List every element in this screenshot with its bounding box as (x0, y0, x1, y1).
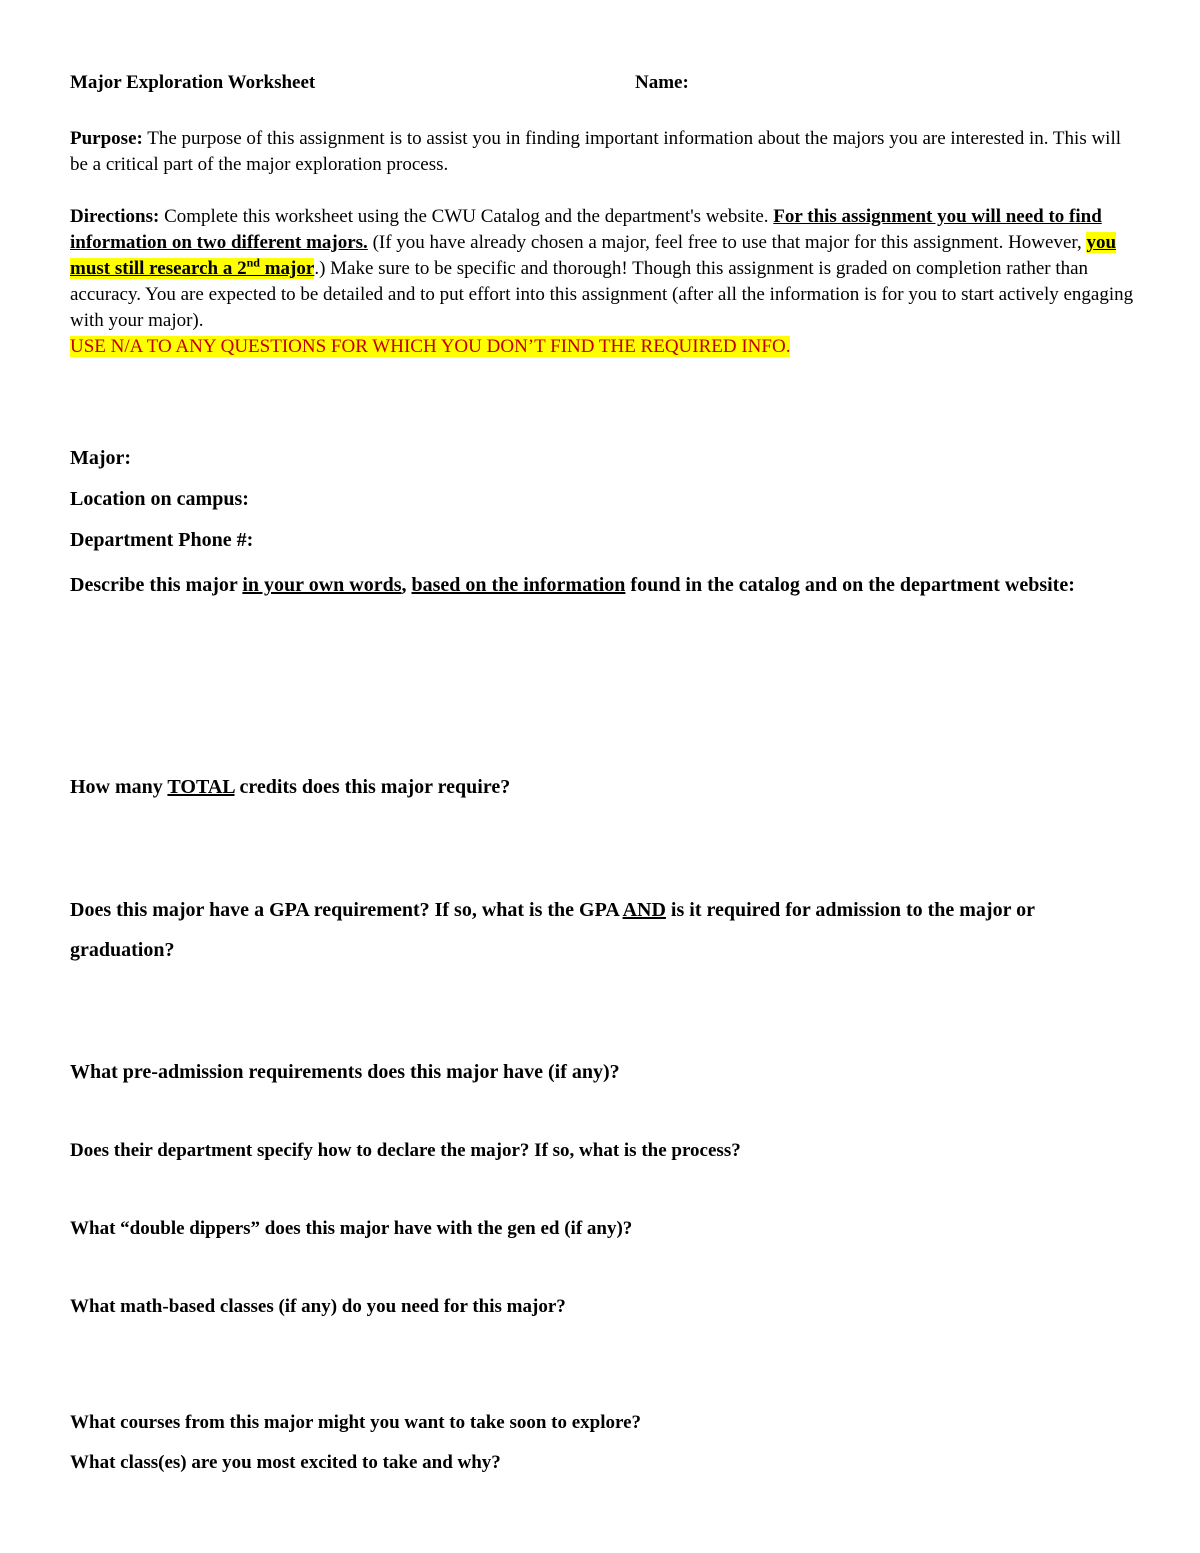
declare-question: Does their department specify how to declare the major? If so, what is the process? (70, 1140, 741, 1161)
double-dippers-question: What “double dippers” does this major have with the gen ed (if any)? (70, 1218, 633, 1239)
highlight-suffix: major (259, 258, 315, 279)
describe-part-4: based on the information (411, 574, 626, 596)
directions-text-1: Complete this worksheet using the CWU Catalog and the department's website. (159, 206, 774, 227)
credits-part-3: credits does this major require? (234, 776, 511, 798)
directions-label: Directions: (70, 206, 160, 227)
highlight-sup: nd (246, 255, 260, 270)
describe-question (70, 565, 1140, 605)
excited-question: What class(es) are you most excited to take and why? (70, 1452, 501, 1473)
na-notice: USE N/A TO ANY QUESTIONS FOR WHICH YOU DON’T FIND THE REQUIRED INFO. (70, 336, 791, 357)
directions-text-3: .) Make sure to be specific and thorough! Though this assignment is graded on completion rather than accuracy. You are expected to be detailed and to put effort into this assignment (after all the information is for you to start actively engaging with your major). (70, 258, 1134, 331)
name-label: Name: (635, 72, 689, 93)
gpa-part-1: Does this major have a GPA requirement? If so, what is the GPA (70, 899, 623, 921)
highlight-prefix: you must still research a 2 (70, 232, 1117, 279)
describe-part-1: Describe this major (70, 574, 243, 596)
directions-text-2: (If you have already chosen a major, feel free to use that major for this assignment. However, (367, 232, 1087, 253)
credits-part-1: How many (70, 776, 168, 798)
pre-admission-question: What pre-admission requirements does this major have (if any)? (70, 1061, 620, 1083)
gpa-question (70, 890, 1140, 970)
field-phone: Department Phone #: (70, 529, 254, 551)
field-major: Major: (70, 447, 132, 469)
credits-question (70, 776, 1140, 799)
describe-part-5: found in the catalog and on the department website: (625, 574, 1075, 596)
purpose-text: The purpose of this assignment is to assist you in finding important information about the majors you are interested in. This will be a critical part of the major exploration process. (70, 128, 1122, 175)
directions-paragraph (70, 204, 1135, 360)
purpose-paragraph (70, 126, 1135, 178)
field-location: Location on campus: (70, 488, 249, 510)
math-question: What math-based classes (if any) do you need for this major? (70, 1296, 566, 1317)
describe-part-2: in your own words (242, 574, 402, 596)
worksheet-title: Major Exploration Worksheet (70, 72, 316, 93)
credits-part-2: TOTAL (167, 776, 235, 798)
gpa-part-3: is it required for admission to the major or graduation? (70, 899, 1035, 961)
courses-question: What courses from this major might you want to take soon to explore? (70, 1412, 642, 1433)
describe-part-3: , (401, 574, 412, 596)
directions-emphasis: For this assignment you will need to find information on two different majors. (70, 206, 1102, 253)
purpose-label: Purpose: (70, 128, 143, 149)
gpa-part-2: AND (622, 899, 666, 921)
